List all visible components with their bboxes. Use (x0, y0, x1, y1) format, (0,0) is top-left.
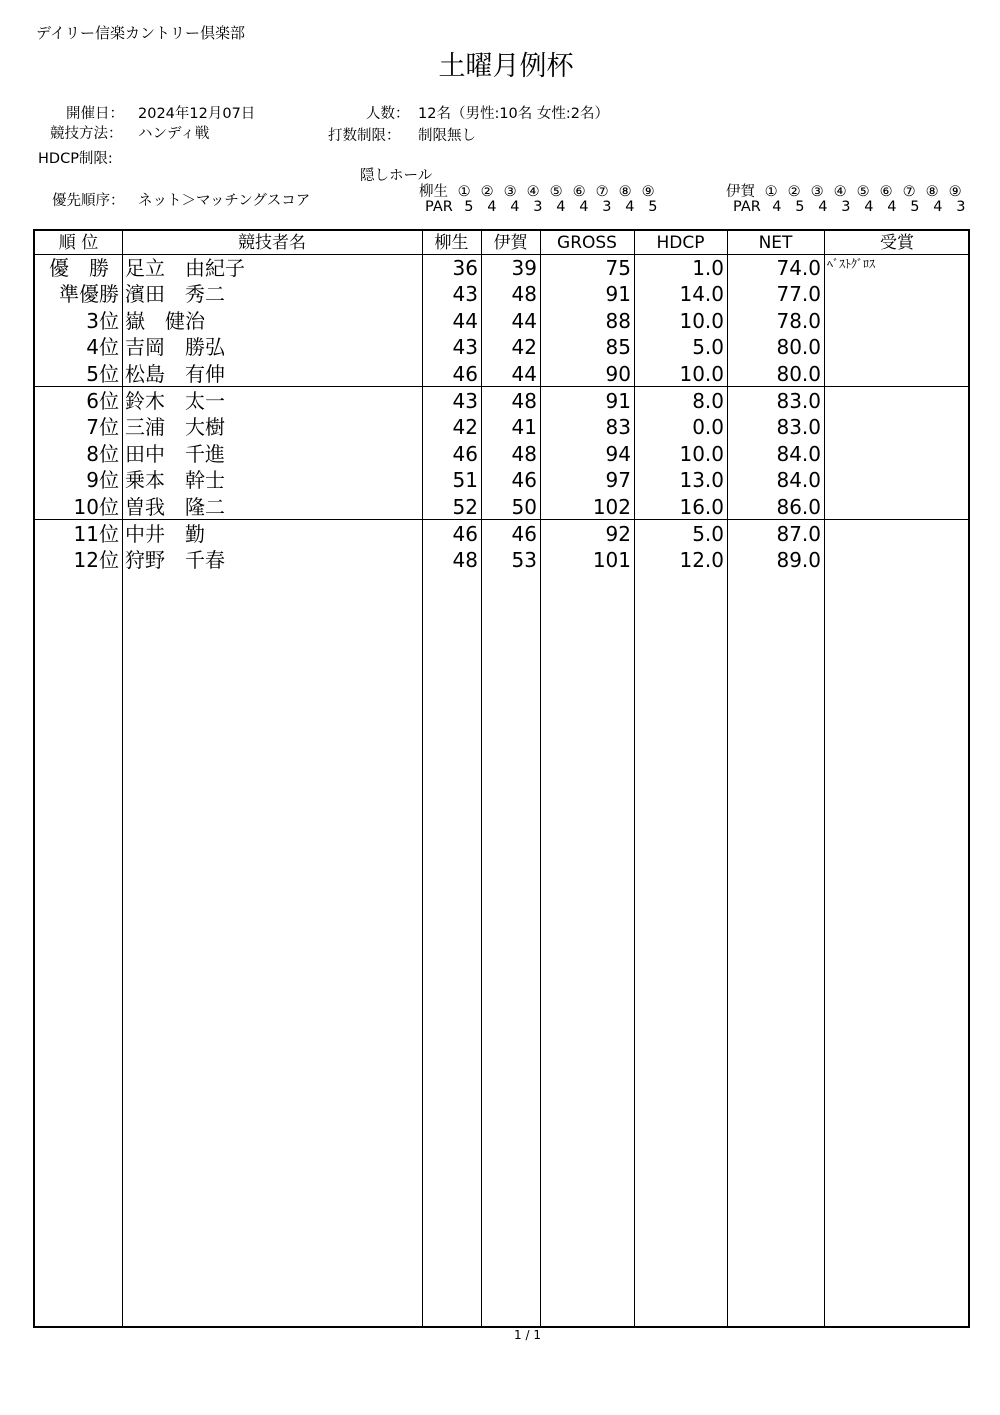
cell-hdcp: 5.0 (692, 522, 724, 546)
cell-course-a: 46 (452, 522, 478, 546)
cell-net: 78.0 (776, 309, 821, 333)
course-b-hole-7: ⑦ (902, 184, 916, 200)
cell-course-b: 44 (511, 362, 537, 386)
course-b-par-7: 5 (910, 199, 920, 215)
course-a-hole-8: ⑧ (618, 184, 632, 200)
course-b-hole-list (760, 184, 967, 200)
people-value: 12名（男性:10名 女性:2名） (418, 106, 610, 122)
cell-gross: 83 (605, 415, 631, 439)
cell-course-a: 43 (452, 389, 478, 413)
course-b-par-4: 3 (841, 199, 851, 215)
cell-course-a: 52 (452, 495, 478, 519)
cell-name: 嶽 健治 (125, 309, 205, 333)
course-b-pars (733, 199, 972, 215)
cell-course-b: 50 (511, 495, 537, 519)
course-b-hole-3: ③ (810, 184, 824, 200)
course-b-par-5: 4 (864, 199, 874, 215)
course-b-holes (726, 180, 967, 201)
cell-name: 濱田 秀二 (125, 282, 225, 306)
cell-net: 77.0 (776, 282, 821, 306)
cell-gross: 94 (605, 442, 631, 466)
course-a-par-5: 4 (556, 199, 566, 215)
course-b-name: 伊賀 (726, 184, 755, 200)
col-header-course-a: 柳生 (434, 233, 469, 253)
cell-gross: 102 (592, 495, 631, 519)
cell-rank: 優 勝 (49, 256, 109, 280)
cell-rank: 11位 (73, 522, 119, 546)
cell-course-a: 46 (452, 362, 478, 386)
cell-hdcp: 10.0 (679, 442, 724, 466)
results-table (33, 229, 970, 1328)
cell-course-a: 43 (452, 282, 478, 306)
cell-course-b: 48 (511, 282, 537, 306)
cell-net: 80.0 (776, 362, 821, 386)
cell-name: 田中 千進 (125, 442, 225, 466)
cell-course-b: 53 (511, 548, 537, 572)
cell-gross: 88 (605, 309, 631, 333)
course-b-par-list (765, 199, 972, 215)
course-a-par-1: 5 (464, 199, 474, 215)
cell-hdcp: 0.0 (692, 415, 724, 439)
method-value: ハンディ戦 (138, 126, 210, 142)
course-b-par-1: 4 (772, 199, 782, 215)
cell-name: 乗本 幹士 (125, 468, 225, 492)
cell-gross: 90 (605, 362, 631, 386)
cell-course-b: 48 (511, 389, 537, 413)
course-b-par-2: 5 (795, 199, 805, 215)
course-b-par-6: 4 (887, 199, 897, 215)
cell-hdcp: 13.0 (679, 468, 724, 492)
club-name: デイリー信楽カントリー倶楽部 (36, 24, 245, 42)
course-b-hole-5: ⑤ (856, 184, 870, 200)
col-header-course-b: 伊賀 (493, 233, 528, 253)
people-label: 人数： (366, 106, 410, 122)
col-header-hdcp: HDCP (656, 233, 705, 253)
course-a-hole-list (453, 184, 660, 200)
cell-rank: 6位 (86, 389, 119, 413)
cell-rank: 3位 (86, 309, 119, 333)
cell-net: 89.0 (776, 548, 821, 572)
course-a-hole-2: ② (480, 184, 494, 200)
col-divider (122, 231, 123, 1326)
cell-gross: 91 (605, 282, 631, 306)
cell-name: 狩野 千春 (125, 548, 225, 572)
cell-net: 83.0 (776, 415, 821, 439)
cell-hdcp: 10.0 (679, 309, 724, 333)
cell-net: 84.0 (776, 442, 821, 466)
cell-course-a: 51 (452, 468, 478, 492)
cell-course-b: 39 (511, 256, 537, 280)
cell-course-b: 46 (511, 522, 537, 546)
cell-name: 三浦 大樹 (125, 415, 225, 439)
cell-hdcp: 1.0 (692, 256, 724, 280)
cell-net: 80.0 (776, 335, 821, 359)
col-header-net: NET (758, 233, 793, 253)
limit-label: 打数制限： (328, 128, 401, 144)
col-header-rank: 順 位 (58, 233, 99, 253)
cell-gross: 97 (605, 468, 631, 492)
cell-gross: 91 (605, 389, 631, 413)
course-a-hole-1: ① (457, 184, 471, 200)
col-header-award: 受賞 (880, 233, 914, 253)
cell-net: 84.0 (776, 468, 821, 492)
course-a-hole-3: ③ (503, 184, 517, 200)
page-number: 1 / 1 (514, 1328, 541, 1342)
course-a-hole-7: ⑦ (595, 184, 609, 200)
cell-rank: 準優勝 (59, 282, 119, 306)
course-a-hole-9: ⑨ (641, 184, 655, 200)
course-b-hole-4: ④ (833, 184, 847, 200)
method-label: 競技方法： (50, 126, 123, 142)
course-b-hole-6: ⑥ (879, 184, 893, 200)
cell-hdcp: 5.0 (692, 335, 724, 359)
course-b-par-3: 4 (818, 199, 828, 215)
cell-net: 87.0 (776, 522, 821, 546)
cell-name: 吉岡 勝弘 (125, 335, 225, 359)
cell-rank: 7位 (86, 415, 119, 439)
cell-hdcp: 12.0 (679, 548, 724, 572)
course-a-par-label: PAR (425, 199, 453, 215)
cell-course-a: 44 (452, 309, 478, 333)
cell-gross: 75 (605, 256, 631, 280)
cell-rank: 8位 (86, 442, 119, 466)
cell-gross: 101 (592, 548, 631, 572)
cell-rank: 5位 (86, 362, 119, 386)
cell-course-b: 48 (511, 442, 537, 466)
course-a-par-3: 4 (510, 199, 520, 215)
priority-label: 優先順序： (52, 193, 125, 209)
cell-net: 74.0 (776, 256, 821, 280)
course-a-par-4: 3 (533, 199, 543, 215)
cell-course-b: 41 (511, 415, 537, 439)
course-a-name: 柳生 (419, 184, 448, 200)
cell-course-b: 42 (511, 335, 537, 359)
priority-value: ネット＞マッチングスコア (138, 193, 311, 209)
cell-course-a: 36 (452, 256, 478, 280)
col-header-gross: GROSS (557, 233, 617, 253)
hdcp-limit-label: HDCP制限: (38, 151, 113, 167)
course-b-par-9: 3 (956, 199, 966, 215)
cell-name: 足立 由紀子 (125, 256, 245, 280)
course-a-hole-4: ④ (526, 184, 540, 200)
page-title: 土曜月例杯 (438, 51, 574, 82)
course-b-hole-8: ⑧ (925, 184, 939, 200)
cell-name: 松島 有伸 (125, 362, 225, 386)
course-a-hole-6: ⑥ (572, 184, 586, 200)
cell-course-a: 46 (452, 442, 478, 466)
cell-name: 鈴木 太一 (125, 389, 225, 413)
course-a-par-2: 4 (487, 199, 497, 215)
course-b-par-label: PAR (733, 199, 761, 215)
course-b-par-8: 4 (933, 199, 943, 215)
cell-course-a: 42 (452, 415, 478, 439)
cell-name: 中井 勤 (125, 522, 205, 546)
cell-course-b: 46 (511, 468, 537, 492)
cell-course-b: 44 (511, 309, 537, 333)
cell-hdcp: 10.0 (679, 362, 724, 386)
course-a-hole-5: ⑤ (549, 184, 563, 200)
cell-net: 86.0 (776, 495, 821, 519)
hidden-hole-label: 隠しホール (360, 168, 433, 184)
course-a-par-7: 3 (602, 199, 612, 215)
course-a-par-9: 5 (648, 199, 658, 215)
col-header-name: 競技者名 (238, 233, 306, 253)
cell-course-a: 43 (452, 335, 478, 359)
date-value: 2024年12月07日 (138, 106, 256, 122)
cell-net: 83.0 (776, 389, 821, 413)
limit-value: 制限無し (418, 128, 476, 144)
cell-award: ﾍﾞｽﾄｸﾞﾛｽ (827, 257, 876, 271)
cell-gross: 92 (605, 522, 631, 546)
cell-rank: 9位 (86, 468, 119, 492)
col-divider (824, 231, 825, 1326)
course-b-hole-1: ① (764, 184, 778, 200)
cell-name: 曽我 隆二 (125, 495, 225, 519)
course-a-holes (419, 180, 660, 201)
course-a-par-8: 4 (625, 199, 635, 215)
cell-hdcp: 8.0 (692, 389, 724, 413)
course-a-par-6: 4 (579, 199, 589, 215)
cell-hdcp: 16.0 (679, 495, 724, 519)
date-label: 開催日： (66, 106, 124, 122)
cell-hdcp: 14.0 (679, 282, 724, 306)
course-a-par-list (457, 199, 664, 215)
cell-course-a: 48 (452, 548, 478, 572)
cell-rank: 12位 (73, 548, 119, 572)
cell-rank: 4位 (86, 335, 119, 359)
course-b-hole-9: ⑨ (948, 184, 962, 200)
course-b-hole-2: ② (787, 184, 801, 200)
cell-gross: 85 (605, 335, 631, 359)
course-a-pars (425, 199, 664, 215)
cell-rank: 10位 (73, 495, 119, 519)
